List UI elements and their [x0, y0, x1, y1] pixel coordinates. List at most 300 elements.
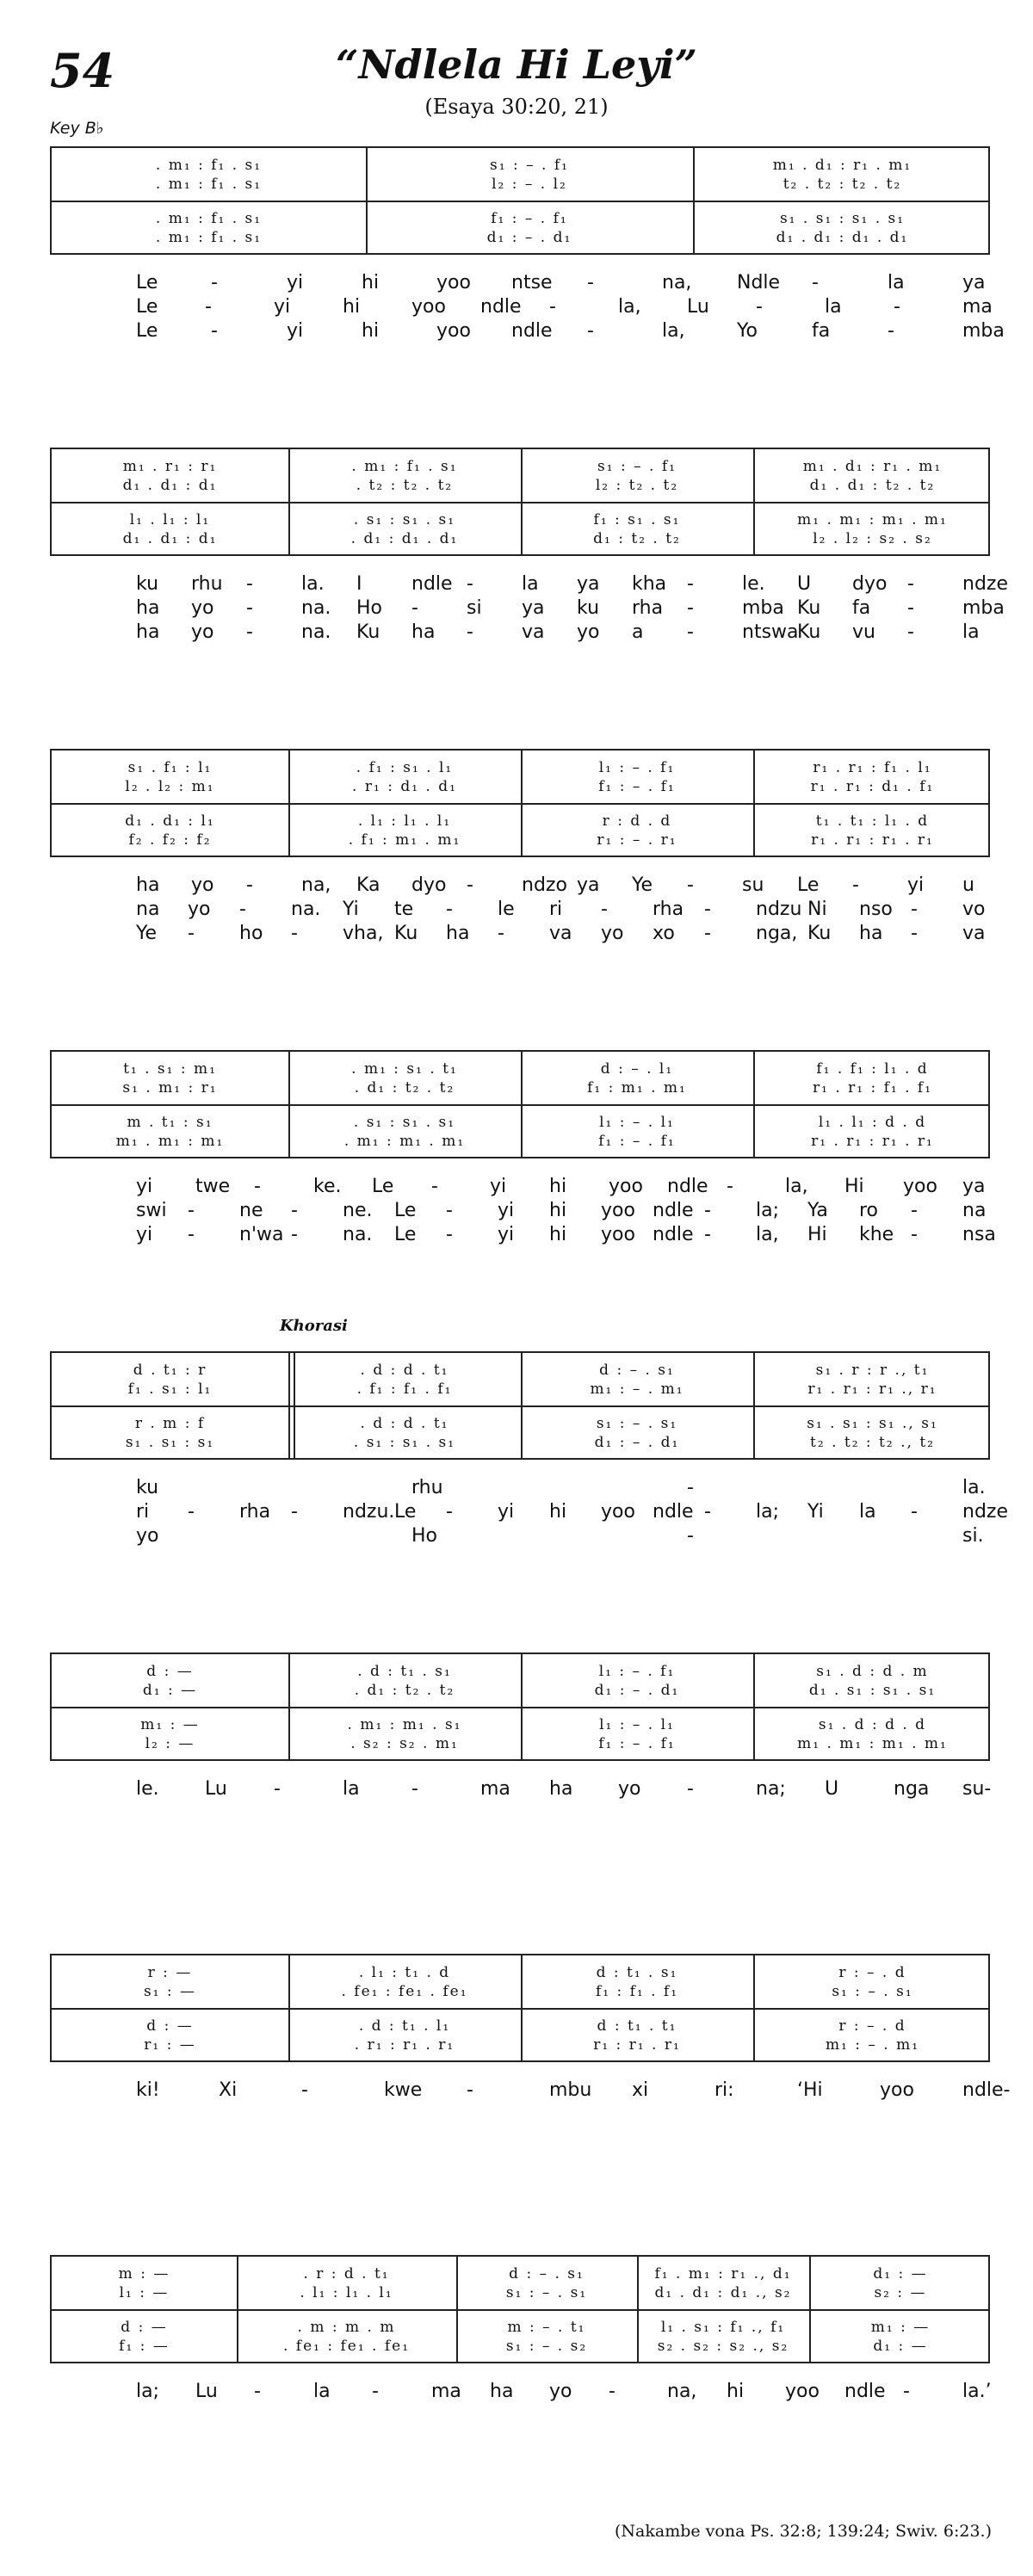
lyric-syllable: na — [136, 899, 160, 920]
note-group: m : — — [118, 2265, 170, 2283]
lyric-syllable: - — [587, 272, 594, 293]
lyric-syllable: - — [704, 899, 711, 920]
lyric-syllable: ndle — [480, 296, 522, 318]
lyric-syllable: na. — [343, 1224, 373, 1245]
lyric-syllable: hi — [549, 1501, 567, 1523]
lyric-syllable: Ku — [807, 923, 832, 944]
note-group: m₁ : — — [870, 2319, 931, 2336]
voice-row — [52, 1733, 988, 1754]
lyric-syllable: rha — [239, 1501, 271, 1523]
voice-row — [52, 1059, 988, 1079]
note-group: . d₁ : d₁ . d₁ — [350, 530, 459, 547]
voice-row — [52, 1661, 988, 1682]
note-group: d₁ . d₁ : d₁ . d₁ — [776, 229, 909, 246]
lyric-syllable: Lu — [205, 1778, 227, 1800]
lyric-syllable: - — [246, 621, 253, 643]
lyric-syllable: - — [852, 874, 859, 896]
note-group: . m₁ : s₁ . t₁ — [351, 1060, 458, 1078]
lyric-syllable: rhu — [191, 573, 223, 595]
note-group: s₁ : – . s₁ — [832, 1983, 913, 2000]
lyric-syllable: - — [687, 573, 694, 595]
lyric-syllable: te — [394, 899, 414, 920]
lyric-syllable: la; — [756, 1501, 780, 1523]
lyric-syllable: mba — [962, 597, 1005, 619]
note-group: . f₁ : s₁ . l₁ — [356, 759, 454, 776]
lyrics-block — [50, 2381, 990, 2405]
voice-row — [52, 1112, 988, 1133]
lyric-syllable: Yi — [807, 1501, 824, 1523]
note-group: s₁ : – . s₁ — [596, 1415, 678, 1432]
note-group: d₁ : — — [873, 2338, 928, 2355]
note-group: l₁ . l₁ : d . d — [818, 1114, 927, 1131]
note-group: r₁ . r₁ : r₁ ., r₁ — [807, 1381, 937, 1398]
score-system — [50, 1652, 990, 1802]
note-group: . l₁ : t₁ . d — [358, 1964, 451, 1981]
note-group: s₁ . s₁ : s₁ ., s₁ — [807, 1415, 938, 1432]
lyric-syllable: - — [246, 573, 253, 595]
lyric-syllable: twe — [195, 1176, 231, 1197]
lyric-syllable: ndle — [653, 1224, 694, 1245]
lyric-syllable: yoo — [880, 2079, 914, 2101]
lyric-syllable: - — [411, 597, 418, 619]
lyric-syllable: ndle — [667, 1176, 708, 1197]
note-group: . r₁ : d₁ . d₁ — [352, 778, 457, 795]
note-group: d₁ : — — [142, 1682, 198, 1699]
note-group: . f₁ : f₁ . f₁ — [356, 1381, 453, 1398]
lyric-syllable: ku — [577, 597, 600, 619]
note-group: d₁ . d₁ : l₁ — [125, 812, 215, 830]
lyric-syllable: - — [609, 2381, 615, 2402]
lyric-line — [50, 573, 1008, 597]
lyric-syllable: Le — [394, 1224, 417, 1245]
lyric-syllable: Le — [394, 1501, 417, 1523]
lyric-syllable: Lu — [195, 2381, 218, 2402]
note-group: . d : d . t₁ — [360, 1362, 449, 1379]
voice-row — [52, 1962, 988, 1983]
note-group: . m₁ : f₁ . s₁ — [155, 157, 263, 174]
lyric-syllable: ma — [962, 296, 993, 318]
lyric-syllable: n'wa — [239, 1224, 284, 1245]
lyric-syllable: - — [687, 597, 694, 619]
lyric-syllable: ya — [577, 573, 600, 595]
lyric-syllable: yi — [274, 296, 291, 318]
note-group: s₁ . r : r ., t₁ — [815, 1362, 930, 1379]
lyric-syllable: na. — [301, 597, 331, 619]
lyric-syllable: la — [962, 621, 980, 643]
note-group: . s₂ : s₂ . m₁ — [350, 1735, 459, 1752]
lyric-syllable: ha — [136, 621, 160, 643]
lyric-syllable: nga, — [756, 923, 798, 944]
note-group: l₂ : — — [145, 1735, 195, 1752]
note-group: t₁ . t₁ : l₁ . d — [815, 812, 930, 830]
lyric-syllable: yi — [498, 1224, 515, 1245]
note-group: s₁ . m₁ : r₁ — [122, 1079, 218, 1096]
lyric-syllable: la — [859, 1501, 876, 1523]
lyric-syllable: hi — [549, 1176, 567, 1197]
lyric-syllable: ndzo — [522, 874, 567, 896]
lyric-syllable: yo — [191, 874, 214, 896]
lyric-syllable: ndle — [511, 320, 553, 342]
lyric-syllable: yo — [191, 621, 214, 643]
note-group: d : — — [146, 2017, 194, 2035]
note-group: f₁ : – . f₁ — [598, 1133, 676, 1150]
lyric-syllable: - — [498, 923, 504, 944]
lyric-syllable: - — [687, 874, 694, 896]
voice-row — [52, 227, 988, 248]
lyric-syllable: ke. — [313, 1176, 342, 1197]
voice-row — [52, 475, 988, 496]
note-group: d : t₁ . s₁ — [596, 1964, 678, 1981]
note-group: m₁ : — — [140, 1716, 200, 1733]
lyric-line — [50, 621, 990, 646]
key-signature: Key B♭ — [50, 119, 104, 138]
lyric-syllable: - — [188, 1200, 195, 1221]
lyric-syllable: nso — [859, 899, 893, 920]
note-group: d₁ : t₂ . t₂ — [593, 530, 681, 547]
lyric-syllable: ho — [239, 923, 263, 944]
lyric-line — [50, 272, 990, 296]
staff-divider — [52, 502, 988, 503]
note-group: s₁ : — — [143, 1983, 197, 2000]
score-system — [50, 146, 1005, 344]
lyric-syllable: rhu — [411, 1477, 443, 1498]
lyric-syllable: fa — [812, 320, 831, 342]
lyric-syllable: - — [467, 573, 473, 595]
lyric-syllable: ya — [962, 272, 986, 293]
lyric-syllable: ha — [859, 923, 883, 944]
lyric-syllable: Ni — [807, 899, 827, 920]
lyric-syllable: kwe — [384, 2079, 423, 2101]
lyric-line — [50, 2079, 1011, 2103]
lyric-syllable: la — [313, 2381, 331, 2402]
lyric-syllable: - — [467, 874, 473, 896]
note-group: r : d . d — [602, 812, 672, 830]
lyric-syllable: yo — [191, 597, 214, 619]
lyric-line — [50, 1477, 990, 1501]
staff-divider — [52, 2008, 988, 2010]
staff-divider — [52, 1405, 988, 1407]
note-group: s₁ . s₁ : s₁ — [125, 1434, 215, 1451]
lyrics-block — [50, 573, 1008, 646]
note-group: r : — — [147, 1964, 193, 1981]
lyric-syllable: na; — [756, 1778, 786, 1800]
lyric-syllable: swi — [136, 1200, 167, 1221]
lyric-syllable: la — [825, 296, 842, 318]
lyric-syllable: Xi — [219, 2079, 238, 2101]
voice-row — [52, 174, 988, 195]
note-group: t₁ . s₁ : m₁ — [123, 1060, 217, 1078]
note-group: s₂ . s₂ : s₂ ., s₂ — [657, 2338, 789, 2355]
voice-row — [52, 811, 988, 831]
lyric-syllable: na, — [662, 272, 692, 293]
note-group: m₁ : – . m₁ — [590, 1381, 684, 1398]
lyric-syllable: - — [446, 899, 453, 920]
note-group: r₁ : — — [144, 2036, 196, 2054]
note-group: d₁ : – . d₁ — [594, 1434, 680, 1451]
lyric-syllable: U — [825, 1778, 839, 1800]
voice-row — [52, 2016, 988, 2036]
note-group: f₂ . f₂ : f₂ — [128, 831, 212, 849]
note-group: s₁ . f₁ : l₁ — [127, 759, 213, 776]
note-group: d₁ . d₁ : d₁ — [122, 477, 218, 494]
note-group: d : — — [121, 2319, 168, 2336]
note-group: f₁ : s₁ . s₁ — [593, 511, 681, 528]
lyric-syllable: Yo — [737, 320, 758, 342]
lyric-syllable: ndle — [653, 1501, 694, 1523]
lyric-syllable: - — [467, 2079, 473, 2101]
lyric-syllable: si. — [962, 1525, 984, 1547]
note-group: . d : t₁ . l₁ — [358, 2017, 451, 2035]
score-system — [50, 749, 990, 947]
lyric-syllable: - — [188, 1224, 195, 1245]
staff-box — [50, 749, 990, 857]
lyric-syllable: yoo — [609, 1176, 643, 1197]
staff-divider — [52, 1104, 988, 1106]
staff-box — [50, 1050, 990, 1158]
voice-row — [52, 1714, 988, 1735]
lyric-line — [50, 597, 1005, 621]
scripture-reference: (Esaya 30:20, 21) — [424, 95, 609, 119]
note-group: . f₁ : m₁ . m₁ — [348, 831, 461, 849]
lyric-syllable: rha — [653, 899, 684, 920]
note-group: m₁ . m₁ : m₁ . m₁ — [797, 511, 948, 528]
lyric-syllable: su- — [962, 1778, 992, 1800]
lyric-syllable: va — [522, 621, 545, 643]
lyric-syllable: la — [343, 1778, 360, 1800]
lyric-syllable: na, — [301, 874, 331, 896]
lyric-syllable: nga — [894, 1778, 930, 1800]
note-group: s₁ . s₁ : s₁ . s₁ — [779, 210, 906, 227]
note-group: . fe₁ : fe₁ . fe₁ — [341, 1983, 468, 2000]
lyric-syllable: - — [704, 923, 711, 944]
lyric-syllable: hi — [549, 1224, 567, 1245]
lyric-syllable: mbu — [549, 2079, 592, 2101]
lyric-syllable: la — [522, 573, 539, 595]
lyric-syllable: - — [446, 1501, 453, 1523]
lyric-syllable: - — [903, 2381, 910, 2402]
lyric-syllable: dyo — [852, 573, 888, 595]
staff-divider — [52, 2309, 988, 2311]
voice-row — [52, 456, 988, 477]
note-group: l₂ : – . l₂ — [492, 176, 567, 193]
lyric-syllable: khe — [859, 1224, 894, 1245]
lyrics-block — [50, 874, 990, 947]
lyric-syllable: yo — [618, 1778, 641, 1800]
lyric-syllable: - — [911, 1501, 918, 1523]
lyric-line — [50, 1200, 990, 1224]
lyric-syllable: ndzu. — [343, 1501, 395, 1523]
lyric-syllable: yi — [287, 272, 304, 293]
lyric-syllable: yo — [577, 621, 600, 643]
lyric-syllable: ya — [962, 1176, 986, 1197]
note-group: f₁ . m₁ : r₁ ., d₁ — [654, 2265, 792, 2283]
lyric-syllable: Ye — [136, 923, 158, 944]
lyric-syllable: mba — [742, 597, 784, 619]
voice-row — [52, 1379, 988, 1399]
note-group: s₁ : – . s₁ — [505, 2284, 588, 2301]
lyric-syllable: ndle — [653, 1200, 694, 1221]
lyric-syllable: ntswa — [742, 621, 799, 643]
lyric-syllable: hi — [362, 320, 380, 342]
lyric-syllable: - — [812, 272, 819, 293]
lyric-syllable: ndze — [962, 573, 1008, 595]
lyric-syllable: Ku — [797, 621, 821, 643]
note-group: . d : d . t₁ — [360, 1415, 449, 1432]
lyric-syllable: I — [356, 573, 362, 595]
lyric-line — [50, 1778, 990, 1802]
lyric-syllable: Ku — [356, 621, 380, 643]
lyric-syllable: hi — [362, 272, 380, 293]
lyric-syllable: - — [894, 296, 900, 318]
note-group: . m₁ : f₁ . s₁ — [155, 210, 263, 227]
lyric-syllable: ne. — [343, 1200, 373, 1221]
note-group: f₁ : – . f₁ — [598, 778, 676, 795]
lyric-syllable: - — [756, 296, 763, 318]
lyric-syllable: - — [188, 1501, 195, 1523]
lyric-syllable: yo — [601, 923, 624, 944]
lyric-syllable: yoo — [436, 320, 471, 342]
lyrics-block — [50, 1778, 990, 1802]
lyric-syllable: le. — [742, 573, 765, 595]
lyric-syllable: rha — [632, 597, 664, 619]
staff-box — [50, 1351, 990, 1460]
note-group: l₂ : t₂ . t₂ — [595, 477, 679, 494]
lyric-syllable: ha — [136, 874, 160, 896]
note-group: . m₁ : f₁ . s₁ — [155, 176, 263, 193]
voice-row — [52, 1432, 988, 1453]
lyric-line — [50, 874, 990, 899]
note-group: f₁ : m₁ . m₁ — [587, 1079, 687, 1096]
lyric-syllable: ha — [446, 923, 470, 944]
lyric-syllable: - — [211, 272, 218, 293]
note-group: d₁ . d₁ : t₂ . t₂ — [809, 477, 936, 494]
lyric-syllable: ha — [490, 2381, 514, 2402]
lyric-syllable: su — [742, 874, 764, 896]
voice-row — [52, 1078, 988, 1098]
lyric-syllable: yoo — [601, 1200, 635, 1221]
lyric-syllable: - — [254, 1176, 261, 1197]
lyric-line — [50, 1501, 1008, 1525]
lyric-syllable: yi — [498, 1200, 515, 1221]
lyric-syllable: - — [291, 1224, 298, 1245]
lyric-syllable: - — [549, 296, 556, 318]
voice-row — [52, 1981, 988, 2002]
note-group: r : – . d — [838, 2017, 906, 2035]
note-group: d . t₁ : r — [133, 1362, 207, 1379]
lyric-syllable: yo — [188, 899, 211, 920]
note-group: t₂ . t₂ : t₂ . t₂ — [782, 176, 902, 193]
lyric-syllable: le — [498, 899, 515, 920]
lyric-syllable: yo — [549, 2381, 572, 2402]
lyric-syllable: fa — [852, 597, 871, 619]
lyric-syllable: Ya — [807, 1200, 828, 1221]
lyric-syllable: - — [907, 573, 914, 595]
note-group: . d₁ : t₂ . t₂ — [354, 1682, 455, 1699]
lyric-syllable: ku — [136, 1477, 159, 1498]
note-group: d : – . s₁ — [599, 1362, 675, 1379]
lyric-syllable: - — [907, 597, 914, 619]
lyric-syllable: - — [704, 1501, 711, 1523]
note-group: . l₁ : l₁ . l₁ — [357, 812, 452, 830]
staff-box — [50, 1954, 990, 2062]
lyric-syllable: - — [246, 597, 253, 619]
note-group: l₁ : – . f₁ — [598, 759, 676, 776]
note-group: . m : m . m — [297, 2319, 396, 2336]
lyrics-block — [50, 2079, 1011, 2103]
note-group: m₁ : – . m₁ — [825, 2036, 920, 2054]
lyric-syllable: la, — [662, 320, 685, 342]
note-group: s₁ : – . f₁ — [597, 458, 677, 475]
note-group: . d : t₁ . s₁ — [357, 1663, 452, 1680]
note-group: . t₂ : t₂ . t₂ — [356, 477, 454, 494]
lyric-syllable: - — [291, 923, 298, 944]
note-group: . m₁ : m₁ . s₁ — [347, 1716, 462, 1733]
note-group: d₁ : — — [873, 2265, 928, 2283]
note-group: . m₁ : m₁ . m₁ — [343, 1133, 466, 1150]
lyric-syllable: - — [467, 621, 473, 643]
lyric-syllable: Le — [136, 272, 158, 293]
lyric-syllable: yoo — [903, 1176, 937, 1197]
lyric-syllable: U — [797, 573, 812, 595]
lyric-syllable: ma — [431, 2381, 461, 2402]
voice-row — [52, 776, 988, 797]
lyric-syllable: Le — [797, 874, 820, 896]
lyric-syllable: - — [372, 2381, 379, 2402]
lyric-syllable: Le — [136, 320, 158, 342]
lyric-syllable: - — [687, 1477, 694, 1498]
note-group: . r₁ : r₁ . r₁ — [354, 2036, 455, 2054]
lyric-syllable: ntse — [511, 272, 553, 293]
lyric-syllable: ro — [859, 1200, 879, 1221]
note-group: r₁ . r₁ : f₁ . l₁ — [813, 759, 932, 776]
note-group: l₁ : – . l₁ — [599, 1114, 675, 1131]
lyric-syllable: - — [254, 2381, 261, 2402]
lyric-syllable: la; — [136, 2381, 160, 2402]
lyric-syllable: vo — [962, 899, 986, 920]
lyric-syllable: ya — [577, 874, 600, 896]
lyric-syllable: ndze — [962, 1501, 1008, 1523]
note-group: l₁ : – . f₁ — [598, 1663, 676, 1680]
lyric-line — [50, 296, 993, 320]
lyric-syllable: u — [962, 874, 974, 896]
note-group: r₁ . r₁ : r₁ . r₁ — [811, 1133, 934, 1150]
note-group: l₁ . s₁ : f₁ ., f₁ — [660, 2319, 786, 2336]
note-group: s₁ : – . f₁ — [490, 157, 569, 174]
lyric-syllable: - — [911, 899, 918, 920]
note-group: f₁ . f₁ : l₁ . d — [816, 1060, 929, 1078]
lyric-syllable: yi — [490, 1176, 507, 1197]
lyric-syllable: - — [446, 1224, 453, 1245]
lyric-syllable: - — [907, 621, 914, 643]
note-group: m₁ . d₁ : r₁ . m₁ — [772, 157, 912, 174]
lyric-syllable: hi — [727, 2381, 745, 2402]
note-group: r₁ . r₁ : r₁ . r₁ — [811, 831, 934, 849]
lyric-syllable: yoo — [601, 1224, 635, 1245]
lyric-syllable: xi — [632, 2079, 649, 2101]
staff-box — [50, 2255, 990, 2363]
lyric-syllable: - — [274, 1778, 281, 1800]
voice-row — [52, 2035, 988, 2055]
lyric-syllable: Ku — [797, 597, 821, 619]
lyric-syllable: yi — [136, 1224, 153, 1245]
voice-row — [52, 1413, 988, 1434]
lyrics-block — [50, 1176, 996, 1248]
voice-row — [52, 2317, 988, 2338]
lyric-syllable: ne — [239, 1200, 263, 1221]
lyric-syllable: - — [246, 874, 253, 896]
note-group: d₁ . s₁ : s₁ . s₁ — [808, 1682, 937, 1699]
voice-row — [52, 155, 988, 176]
